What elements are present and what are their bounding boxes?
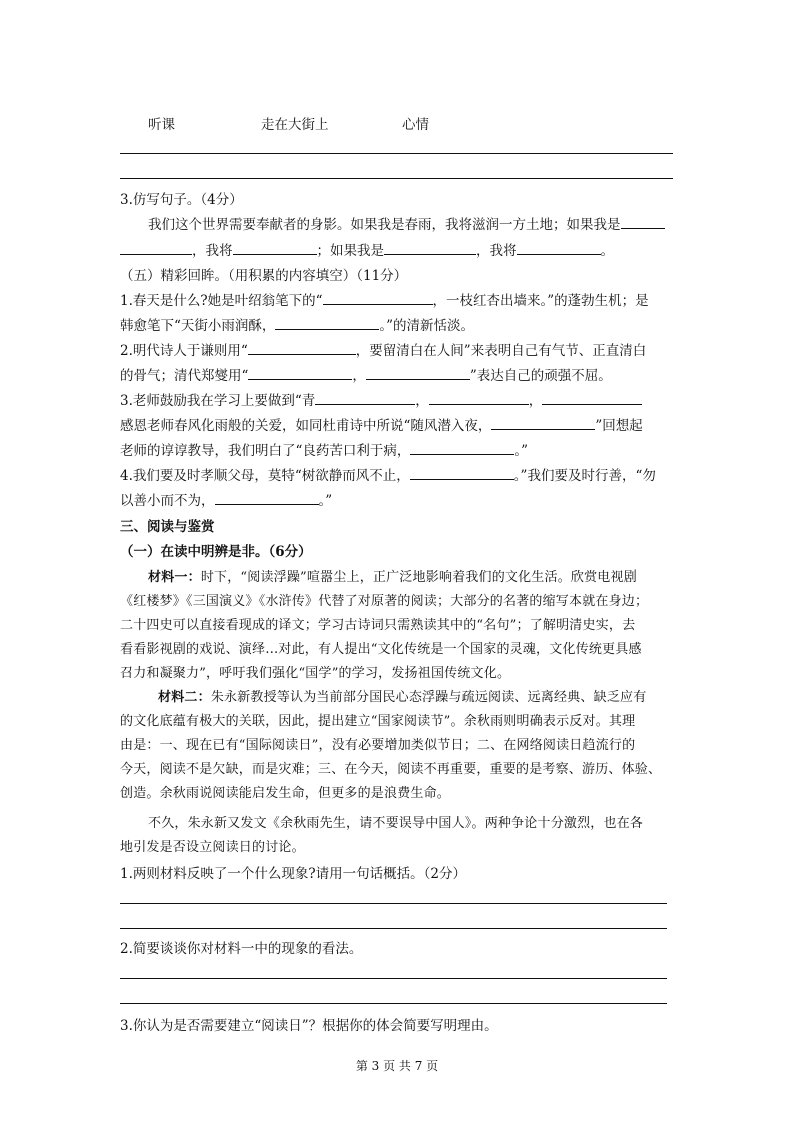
answer-line[interactable]	[120, 903, 667, 904]
material-2-line: 由是：一、现在已有“国际阅读日”，没有必要增加类似节日；二、在网络阅读日趋流行的	[120, 738, 636, 753]
p2-line2: 的骨气；清代郑燮用“ ， ”表达自己的顽强不屈。	[120, 364, 612, 384]
fill-blank[interactable]	[120, 240, 192, 255]
fill-blank[interactable]	[384, 240, 476, 255]
q3-line2: ，我将 ；如果我是 ，我将 。	[120, 239, 614, 259]
material-3-line: 不久，朱永新又发文《余秋雨先生，请不要误导中国人》。两种争论十分激烈，也在各	[148, 816, 644, 831]
fill-blank[interactable]	[248, 365, 352, 380]
p4-line2: 以善小而不为， 。”	[120, 489, 332, 509]
material-1-line: 看看影视剧的戏说、演绎…对此，有人提出“文化传统是一个国家的灵魂，文化传统更具感	[120, 642, 642, 657]
material-1-line: 二十四史可以直接看现成的译文；学习古诗词只需熟读其中的“名句”；了解明清史实，去	[120, 618, 636, 633]
material-2-label: 材料二：	[158, 690, 211, 705]
material-2-line: 材料二：朱永新教授等认为当前部分国民心态浮躁与疏远阅读、远离经典、缺乏应有	[158, 690, 647, 705]
section-5-title: （五）精彩回眸。（用积累的内容填空）（11分）	[120, 268, 408, 284]
part-3-title: 三、阅读与鉴赏	[120, 519, 215, 535]
fill-blank[interactable]	[275, 315, 379, 330]
answer-line[interactable]	[120, 978, 667, 979]
p3-line2: 感恩老师春风化雨般的关爱，如同杜甫诗中所说“随风潜入夜， ”回想起	[120, 414, 643, 434]
fill-blank[interactable]	[215, 490, 319, 505]
material-1-line: 材料一：时下，“阅读浮躁”喧嚣尘上，正广泛地影响着我们的文化生活。欣赏电视剧	[148, 570, 637, 585]
word-zoudajie: 走在大街上	[261, 117, 329, 133]
fill-blank[interactable]	[315, 390, 415, 405]
material-2-line: 的文化底蕴有极大的关联，因此，提出建立“国家阅读节”。余秋雨则明确表示反对。其理	[120, 714, 636, 729]
fill-blank[interactable]	[429, 390, 529, 405]
fill-blank[interactable]	[621, 214, 665, 229]
fill-blank[interactable]	[410, 440, 514, 455]
answer-line[interactable]	[120, 153, 673, 154]
material-2-line: 创造。余秋雨说阅读能启发生命，但更多的是浪费生命。	[120, 786, 451, 801]
material-1-line: 召力和凝聚力”，呼吁我们强化“国学”的学习，发扬祖国传统文化。	[120, 666, 511, 681]
fill-blank[interactable]	[323, 290, 433, 305]
page-number-footer: 第 3 页 共 7 页	[355, 1059, 439, 1073]
material-1-label: 材料一：	[148, 570, 201, 585]
fill-blank[interactable]	[410, 465, 514, 480]
material-2-line: 今天，阅读不是欠缺，而是灾难；三、在今天，阅读不再重要，重要的是考察、游历、体验、	[120, 762, 662, 777]
question-3-title: 3.仿写句子。（4分）	[120, 192, 243, 208]
fill-blank[interactable]	[491, 415, 595, 430]
fill-blank[interactable]	[248, 340, 356, 355]
reading-question-2: 2.简要谈谈你对材料一中的现象的看法。	[120, 941, 363, 957]
p1-line1: 1.春天是什么?她是叶绍翁笔下的“ ，一枝红杏出墙来。”的蓬勃生机；是	[120, 289, 649, 309]
q3-line1: 我们这个世界需要奉献者的身影。如果我是春雨，我将滋润一方土地；如果我是	[148, 213, 665, 233]
p3-line1: 3.老师鼓励我在学习上要做到“青 ， ，	[120, 389, 642, 409]
p1-line2: 韩愈笔下“天街小雨润酥， 。”的清新恬淡。	[120, 314, 474, 334]
fill-blank[interactable]	[366, 365, 470, 380]
word-xinqing: 心情	[402, 117, 429, 133]
p3-line3: 老师的谆谆教导，我们明白了“良药苦口利于病， 。”	[120, 439, 528, 459]
p2-line1: 2.明代诗人于谦则用“ ，要留清白在人间”来表明自己有气节、正直清白	[120, 339, 646, 359]
material-3-line: 地引发是否设立阅读日的讨论。	[120, 840, 305, 855]
answer-line[interactable]	[120, 928, 667, 929]
p4-line1: 4.我们要及时孝顺父母，莫特“树欲静而风不止， 。”我们要及时行善，“勿	[120, 464, 656, 484]
fill-blank[interactable]	[542, 390, 642, 405]
answer-line[interactable]	[120, 178, 673, 179]
reading-question-3: 3.你认为是否需要建立“阅读日”？根据你的体会简要写明理由。	[120, 1018, 498, 1034]
answer-line[interactable]	[120, 1003, 667, 1004]
material-1-line: 《红楼梦》《三国演义》《水浒传》代替了对原著的阅读；大部分的名著的缩写本就在身边；	[120, 594, 649, 609]
subsection-1-title: （一）在读中明辨是非。（6分）	[120, 544, 312, 560]
word-tingke: 听课	[148, 117, 175, 133]
fill-blank[interactable]	[233, 240, 317, 255]
fill-blank[interactable]	[517, 240, 601, 255]
reading-question-1: 1.两则材料反映了一个什么现象?请用一句话概括。（2分）	[120, 866, 466, 882]
